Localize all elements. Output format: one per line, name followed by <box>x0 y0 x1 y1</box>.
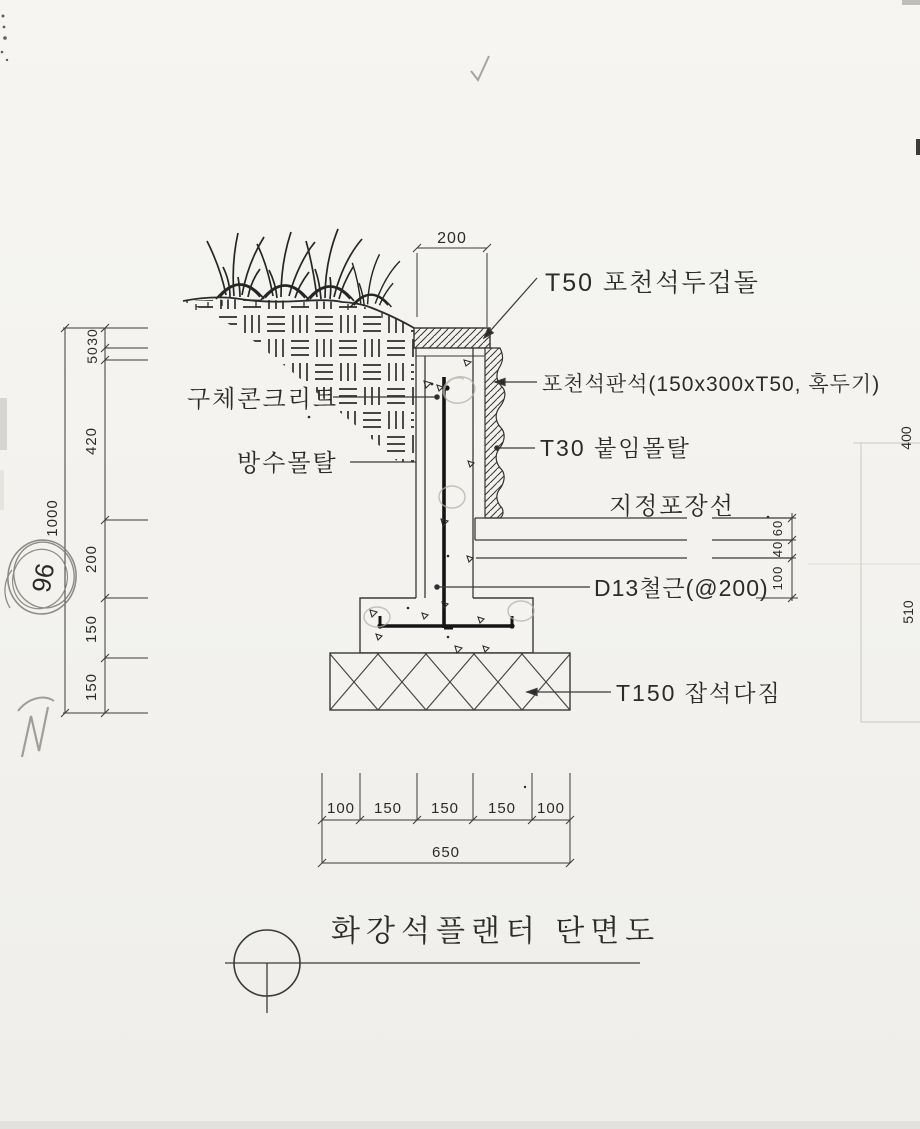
dim-left-0: 30 <box>84 328 100 346</box>
dim-bottom-2: 150 <box>430 800 460 817</box>
callout-rubble-fill-label: T150 잡석다짐 <box>616 680 782 706</box>
dim-top-width: 200 <box>437 230 467 247</box>
dim-left-2: 420 <box>83 426 100 456</box>
dim-right-1: 40 <box>770 540 785 558</box>
callout-pavement-line-label: 지정포장선 <box>609 493 735 520</box>
faint-number-lower: 510 <box>900 600 916 624</box>
rubble-base <box>330 653 570 710</box>
callout-structural-concrete-label: 구체콘크리트 <box>187 386 339 413</box>
dim-left-4: 150 <box>83 614 100 644</box>
dim-bottom-3: 150 <box>487 800 517 817</box>
dim-bottom-0: 100 <box>326 800 356 817</box>
callout-cap-stone-label: T50 포천석두겁돌 <box>545 269 760 297</box>
dim-bottom-4: 100 <box>536 800 566 817</box>
callout-facing-stone-label: 포천석판석(150x300xT50, 혹두기) <box>542 373 881 396</box>
dim-right-2: 100 <box>770 565 785 591</box>
dim-right-0: 60 <box>770 519 785 537</box>
callout-rebar-label: D13철근(@200) <box>594 575 769 601</box>
dim-bottom-1: 150 <box>373 800 403 817</box>
dim-left-3: 200 <box>83 544 100 574</box>
dim-left-1: 50 <box>84 346 100 364</box>
handwritten-number: 96 <box>25 560 61 595</box>
dim-bottom-total: 650 <box>431 844 461 861</box>
drawing-title: 화강석플랜터 단면도 <box>331 915 661 948</box>
dim-left-5: 150 <box>83 672 100 702</box>
callout-bonding-mortar-label: T30 붙임몰탈 <box>540 435 691 461</box>
dim-left-total: 1000 <box>44 499 61 537</box>
callout-waterproof-mortar-label: 방수몰탈 <box>237 450 338 477</box>
faint-number-upper: 400 <box>898 426 914 450</box>
